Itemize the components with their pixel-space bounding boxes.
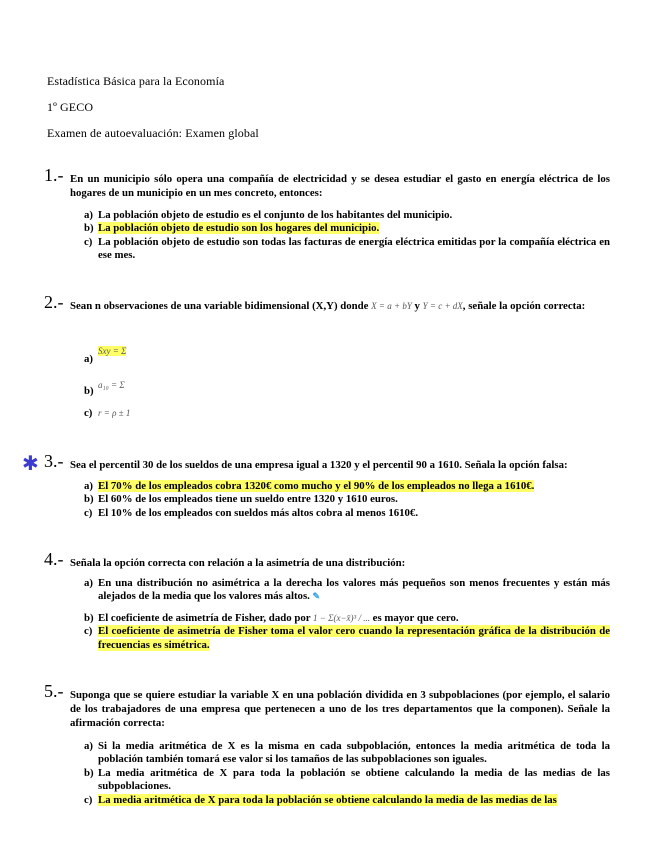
question-4 [44, 549, 610, 570]
option-a[interactable]: a) En una distribución no asimétrica a la derecha los valores más pequeños son menos frecuentes y están más alejados de la media que los valores más altos. ✎ [84, 577, 610, 603]
question-5 [44, 681, 610, 730]
question-1 [44, 165, 610, 200]
question-stem: En un municipio sólo opera una compañía de electricidad y se desea estudiar el gasto en energía eléctrica de los hogares de un municipio en un mes concreto, entonces: [70, 173, 610, 199]
question-2 [44, 292, 610, 313]
formula-c: r = ρ ± 1 [98, 408, 131, 418]
option-b[interactable]: b) El coeficiente de asimetría de Fisher, dado por 1 − Σ(x−x̄)³ / ... es mayor que cero. [84, 611, 459, 624]
question-stem: Sean n observaciones de una variable bidimensional (X,Y) donde X = a + bY y Y = c + dX, señale la opción correcta: [70, 300, 586, 312]
question-number: 4.- [44, 549, 64, 569]
question-stem: Sea el percentil 30 de los sueldos de una empresa igual a 1320 y el percentil 90 a 1610. Señala la opción falsa: [70, 459, 568, 471]
formula-y: Y = c + dX [422, 301, 463, 311]
question-1-options [84, 209, 610, 263]
option-b[interactable]: b) El 60% de los empleados tiene un sueldo entre 1320 y 1610 euros. [84, 493, 398, 506]
question-3 [44, 451, 610, 472]
exam-title: Examen de autoevaluación: Examen global [47, 126, 259, 140]
option-c[interactable]: c) El 10% de los empleados con sueldos más altos cobra al menos 1610€. [84, 506, 419, 519]
question-5-options [84, 740, 610, 807]
question-number: 2.- [44, 292, 64, 312]
question-number: 5.- [44, 681, 64, 701]
option-a[interactable]: a) Sxy = Σ [84, 346, 127, 365]
option-b[interactable]: b) a₁₀ = Σ [84, 380, 125, 397]
question-stem: Suponga que se quiere estudiar la variable X en una población dividida en 3 subpoblaciones (por ejemplo, el salario de los trabajadores de una empresa que pertenecen a uno de los tres departamentos que la componen). Señale la afirmación correcta: [70, 689, 610, 729]
question-3-options [84, 480, 610, 520]
option-a[interactable]: a) El 70% de los empleados cobra 1320€ como mucho y el 90% de los empleados no llega a 1610€. [84, 480, 535, 492]
fisher-formula: 1 − Σ(x−x̄)³ / ... [313, 612, 370, 623]
note-icon: ✎ [312, 591, 321, 602]
course-title: Estadística Básica para la Economía [47, 74, 225, 88]
question-2-options [84, 345, 610, 421]
option-c[interactable]: c) La media aritmética de X para toda la población se obtiene calculando la media de las medias de las [84, 793, 557, 806]
option-a[interactable]: a) Si la media aritmética de X es la misma en cada subpoblación, entonces la media aritmética de toda la población también tomará ese valor si los tamaños de las subpoblaciones son iguales. [84, 740, 610, 766]
formula-a: Sxy = Σ [98, 346, 127, 356]
option-c[interactable]: c) El coeficiente de asimetría de Fisher toma el valor cero cuando la representación gráfica de la distribución de frecuencias es simétrica. [84, 625, 610, 651]
asterisk-marker-icon: ✱ [22, 453, 39, 475]
course-year: 1º GECO [47, 100, 94, 114]
option-b[interactable]: b) La media aritmética de X para toda la población se obtiene calculando la media de las medias de las subpoblaciones. [84, 766, 610, 793]
option-c[interactable]: c) r = ρ ± 1 [84, 407, 131, 419]
option-a[interactable]: a) La población objeto de estudio es el conjunto de los habitantes del municipio. [84, 209, 453, 221]
option-c[interactable]: c) La población objeto de estudio son todas las facturas de energía eléctrica emitidas por la compañía eléctrica en ese mes. [84, 235, 610, 262]
formula-b: a₁₀ = Σ [98, 380, 125, 390]
question-number: 3.- [44, 451, 64, 471]
question-number: 1.- [44, 165, 64, 185]
formula-x: X = a + bY [371, 301, 412, 311]
question-stem: Señala la opción correcta con relación a la asimetría de una distribución: [70, 557, 406, 569]
question-4-options [84, 577, 610, 652]
option-b[interactable]: b) La población objeto de estudio son los hogares del municipio. [84, 222, 380, 235]
